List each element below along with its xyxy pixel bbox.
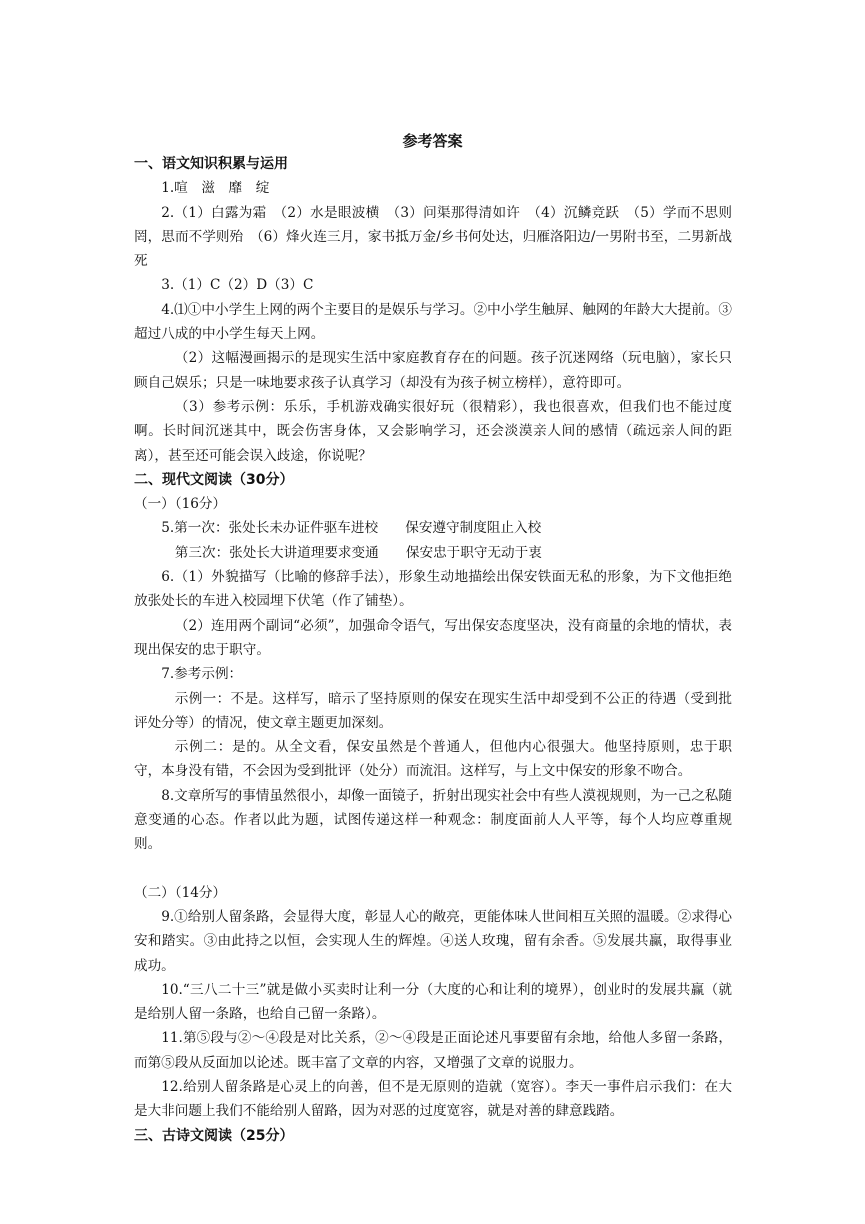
- section-heading-2: 二、现代文阅读（30分）: [134, 471, 294, 488]
- answer-q6-1: 6.（1）外貌描写（比喻的修辞手法），形象生动地描绘出保安铁面无私的形象，为下文他拒绝放张处长的车进入校园埋下伏笔（作了铺垫）。: [134, 569, 732, 610]
- answer-q12: 12.给别人留条路是心灵上的向善，但不是无原则的造就（宽容）。李天一事件启示我们：在大是大非问题上我们不能给别人留路，因为对恶的过度宽容，就是对善的肆意践踏。: [134, 1078, 732, 1120]
- answer-q7-example-2: 示例二：是的。从全文看，保安虽然是个普通人，但他内心很强大。他坚持原则，忠于职守，本身没有错，不会因为受到批评（处分）而流泪。这样写，与上文中保安的形象不吻合。: [134, 739, 732, 780]
- answer-q4-2: （2）这幅漫画揭示的是现实生活中家庭教育存在的问题。孩子沉迷网络（玩电脑），家长只顾自己娱乐；只是一味地要求孩子认真学习（却没有为孩子树立榜样），意符即可。: [134, 350, 732, 391]
- q1-answer-2: 滋: [201, 180, 215, 197]
- answer-q2: 2.（1）白露为霜 （2）水是眼波横 （3）问渠那得清如许 （4）沉鳞竞跃 （5）学而不思则罔，思而不学则殆 （6）烽火连三月，家书抵万金/乡书何处达，归雁洛阳边/一男附书至，二男新战死: [134, 204, 732, 270]
- page-title: 参考答案: [402, 132, 463, 150]
- answer-q1: 1.喧 滋 靡 绽: [161, 180, 270, 197]
- answer-q6-2: （2）连用两个副词“必须”，加强命令语气，写出保安态度坚决，没有商量的余地的情状，表现出保安的忠于职守。: [134, 617, 732, 658]
- q1-answer-1: 喧: [174, 180, 188, 197]
- section-heading-1: 一、语文知识积累与运用: [134, 156, 288, 172]
- q1-answer-3: 靡: [228, 180, 243, 197]
- section-heading-3: 三、古诗文阅读（25分）: [134, 1127, 294, 1144]
- answer-q5-line-1: 5.第一次：张处长未办证件驱车进校 保安遵守制度阻止入校: [161, 520, 542, 537]
- answer-q10: 10.“三八二十三”就是做小买卖时让利一分（大度的心和让利的境界），创业时的发展共赢（就是给别人留一条路，也给自己留一条路）。: [134, 981, 732, 1023]
- q1-answer-4: 绽: [255, 180, 270, 197]
- answer-q9: 9.①给别人留条路，会显得大度，彰显人心的敞亮，更能体味人世间相互关照的温暖。②求得心安和踏实。③由此持之以恒，会实现人生的辉煌。④送人玫瑰，留有余香。⑤发展共赢，取得事业成功。: [134, 908, 732, 974]
- answer-q8: 8.文章所写的事情虽然很小，却像一面镜子，折射出现实社会中有些人漠视规则，为一己之私随意变通的心态。作者以此为题，试图传递这样一种观念：制度面前人人平等，每个人均应尊重规则。: [134, 787, 732, 853]
- part-label-1: （一）（16分）: [134, 496, 227, 513]
- answer-q11: 11.第⑤段与②～④段是对比关系，②～④段是正面论述凡事要留有余地，给他人多留一条路，而第⑤段从反面加以论述。既丰富了文章的内容，又增强了文章的说服力。: [134, 1030, 732, 1071]
- answer-q4-3: （3）参考示例：乐乐，手机游戏确实很好玩（很精彩），我也很喜欢，但我们也不能过度啊。长时间沉迷其中，既会伤害身体，又会影响学习，还会淡漠亲人间的感情（疏远亲人间的距离），甚至还可能会误入歧途，你说呢？: [134, 398, 732, 464]
- answer-q7: 7.参考示例：: [161, 666, 243, 683]
- answer-q5-line-2: 第三次：张处长大讲道理要求变通 保安忠于职守无动于衷: [174, 544, 542, 561]
- answer-content: [134, 152, 732, 1148]
- part-label-2: （二）（14分）: [134, 884, 227, 901]
- answer-q4-1: 4.⑴①中小学生上网的两个主要目的是娱乐与学习。②中小学生触屏、触网的年龄大大提前。③超过八成的中小学生每天上网。: [134, 301, 732, 343]
- answer-q7-example-1: 示例一：不是。这样写，暗示了坚持原则的保安在现实生活中却受到不公正的待遇（受到批评处分等）的情况，使文章主题更加深刻。: [134, 690, 732, 731]
- answer-q3: 3.（1）C（2）D（3）C: [161, 277, 314, 294]
